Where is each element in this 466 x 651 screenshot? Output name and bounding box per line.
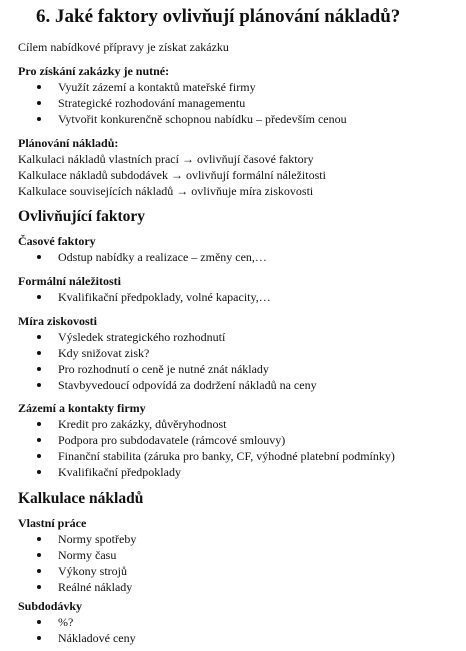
profit-heading: Míra ziskovosti: [18, 314, 97, 328]
list-item: Kvalifikační předpoklady, volné kapacity,…: [18, 289, 458, 305]
own-work-heading: Vlastní práce: [18, 516, 87, 530]
own-work-section: [18, 515, 458, 595]
page-title: 6. Jaké faktory ovlivňují plánování nákladů?: [36, 6, 401, 27]
list-item: Strategické rozhodování managementu: [18, 95, 458, 111]
list-item: Kredit pro zakázky, důvěryhodnost: [18, 416, 458, 432]
time-factors-list: [18, 249, 458, 265]
required-section: [18, 63, 458, 127]
planning-line: Kalkulaci nákladů vlastních prací → ovlivňují časové faktory: [18, 152, 314, 166]
list-item: Finanční stabilita (záruka pro banky, CF, výhodné platební podmínky): [18, 448, 458, 464]
list-item: Podpora pro subdodavatele (rámcové smlouvy): [18, 432, 458, 448]
subcontracts-heading: Subdodávky: [18, 599, 83, 613]
own-work-list: [18, 531, 458, 595]
formal-list: [18, 289, 458, 305]
formal-section: [18, 273, 458, 305]
list-item: Nákladové ceny: [18, 630, 458, 646]
background-list: [18, 416, 458, 480]
list-item: %?: [18, 614, 458, 630]
factors-heading: Ovlivňující faktory: [18, 208, 146, 225]
time-factors-heading: Časové faktory: [18, 234, 96, 248]
intro-block: [18, 39, 458, 55]
planning-line: Kalkulace souvisejících nákladů → ovlivňuje míra ziskovosti: [18, 184, 314, 198]
required-list: [18, 79, 458, 127]
list-item: Reálné náklady: [18, 579, 458, 595]
list-item: Odstup nabídky a realizace – změny cen,…: [18, 249, 458, 265]
required-heading: Pro získání zakázky je nutné:: [18, 64, 170, 78]
planning-section: [18, 135, 458, 199]
list-item: Stavbyvedoucí odpovídá za dodržení nákladů na ceny: [18, 377, 458, 393]
factors-heading-block: [18, 207, 458, 227]
subcontracts-list: [18, 614, 458, 646]
profit-list: [18, 329, 458, 393]
list-item: Kvalifikační předpoklady: [18, 464, 458, 480]
list-item: Pro rozhodnutí o ceně je nutné znát náklady: [18, 361, 458, 377]
background-section: [18, 400, 458, 480]
subcontracts-section: [18, 598, 458, 646]
costing-heading-block: [18, 489, 458, 509]
list-item: Kdy snižovat zisk?: [18, 345, 458, 361]
planning-heading: Plánování nákladů:: [18, 136, 119, 150]
list-item: Využít zázemí a kontaktů mateřské firmy: [18, 79, 458, 95]
profit-section: [18, 313, 458, 393]
formal-heading: Formální náležitosti: [18, 274, 121, 288]
list-item: Výsledek strategického rozhodnutí: [18, 329, 458, 345]
costing-heading: Kalkulace nákladů: [18, 490, 144, 507]
list-item: Normy spotřeby: [18, 531, 458, 547]
intro-text: Cílem nabídkové přípravy je získat zakázku: [18, 40, 229, 54]
background-heading: Zázemí a kontakty firmy: [18, 401, 146, 415]
planning-line: Kalkulace nákladů subdodávek → ovlivňují formální náležitosti: [18, 168, 326, 182]
time-factors-section: [18, 233, 458, 265]
list-item: Normy času: [18, 547, 458, 563]
list-item: Vytvořit konkurenčně schopnou nabídku – především cenou: [18, 111, 458, 127]
list-item: Výkony strojů: [18, 563, 458, 579]
